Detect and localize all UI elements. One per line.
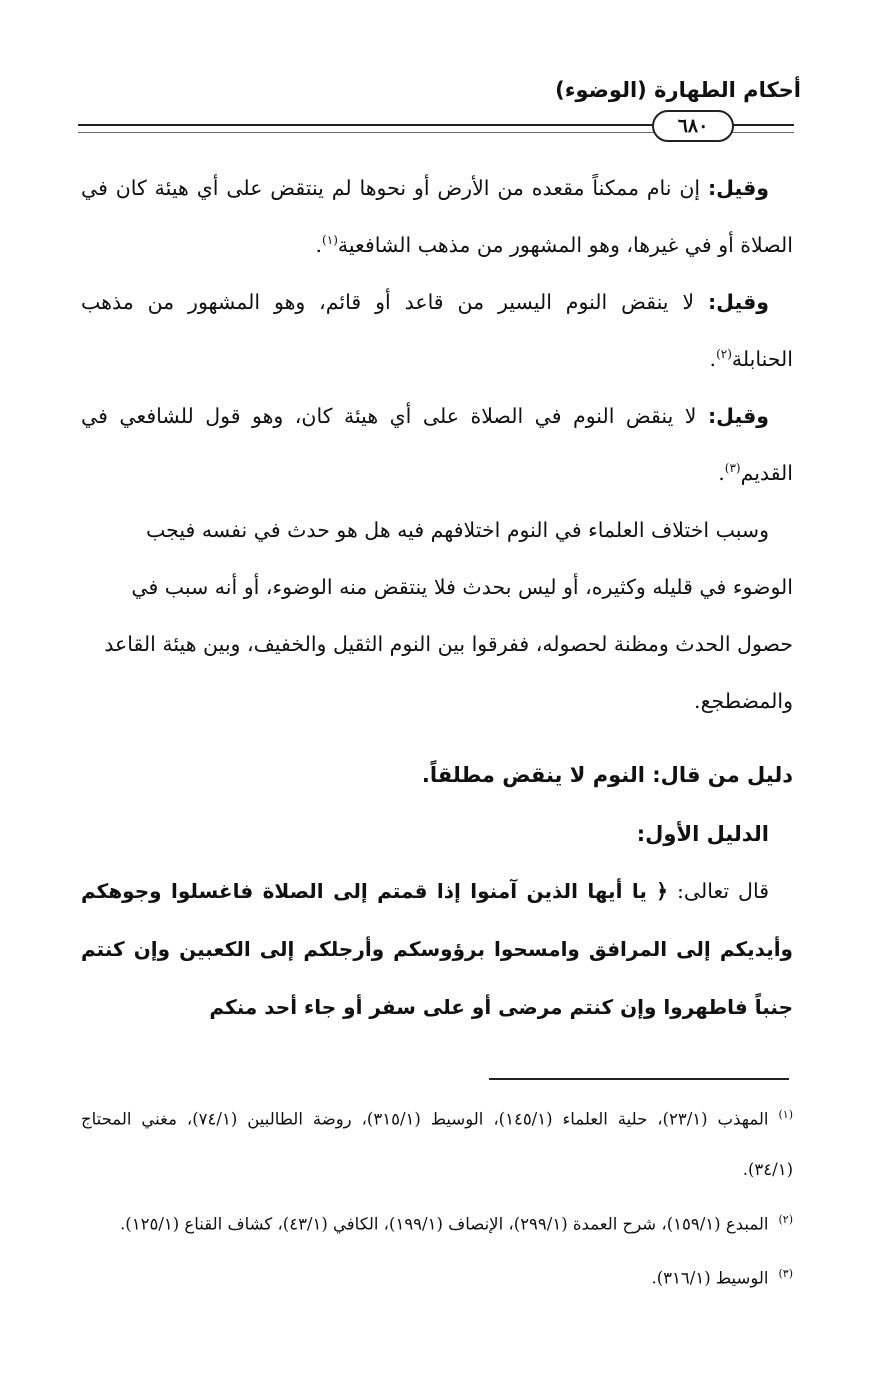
main-text (81, 160, 793, 1036)
paragraph-2: وقيل: لا ينقض النوم اليسير من قاعد أو قائم، وهو المشهور من مذهب الحنابلة$^{(٢)}$. (81, 290, 793, 371)
footnote-number: (٣) (778, 1267, 793, 1280)
evidence-subheading: الدليل الأول: (636, 822, 769, 846)
paragraph-4: وسبب اختلاف العلماء في النوم اختلافهم فيه هل هو حدث في نفسه فيجب الوضوء في قليله وكثيره، أو ليس بحدث فلا ينتقض منه الوضوء، أو أنه سبب في حصول الحدث ومظنة لحصوله، ففرقوا بين النوم الثقيل والخفيف، وبين هيئة القاعد والمضطجع. (104, 518, 793, 713)
paragraph-text: لا ينقض النوم اليسير من قاعد أو قائم، وهو المشهور من مذهب الحنابلة (81, 290, 793, 371)
footnote-3 (81, 1249, 793, 1304)
paragraph-1: وقيل: إن نام ممكناً مقعده من الأرض أو نحوها لم ينتقض على أي هيئة كان في الصلاة أو في غيرها، وهو المشهور من مذهب الشافعية$^{(١)}$. (81, 176, 793, 257)
paragraph-label: وقيل: (707, 404, 769, 428)
verse-paragraph (81, 862, 793, 1036)
footnote-2 (81, 1195, 793, 1250)
paragraph-label: وقيل: (707, 176, 769, 200)
footnotes (81, 1090, 793, 1304)
footnote-1 (81, 1090, 793, 1195)
section-heading: دليل من قال: النوم لا ينقض مطلقاً. (421, 763, 793, 787)
quran-verse: ﴿ يا أيها الذين آمنوا إذا قمتم إلى الصلاة فاغسلوا وجوهكم وأيديكم إلى المرافق وامسحوا برؤوسكم وأرجلكم إلى الكعبين وإن كنتم جنباً فاطهروا وإن كنتم مرضى أو على سفر أو جاء أحد منكم (81, 879, 793, 1019)
running-title: أحكام الطهارة (الوضوء) (555, 78, 801, 102)
footnote-separator (489, 1078, 789, 1080)
footnote-ref: (١) (322, 233, 338, 248)
page-number: ٦٨٠ (652, 110, 734, 142)
verse-intro: قال تعالى: (668, 879, 769, 903)
paragraph-3: وقيل: لا ينقض النوم في الصلاة على أي هيئة كان، وهو قول للشافعي في القديم$^{(٣)}$. (81, 404, 793, 485)
footnote-ref: (٢) (716, 347, 732, 362)
footnote-text: الوسيط (٣١٦/١). (651, 1268, 769, 1288)
footnote-number: (١) (778, 1108, 794, 1121)
footnote-ref: (٣) (724, 461, 741, 476)
paragraph-label: وقيل: (707, 290, 769, 314)
footnote-number: (٢) (778, 1212, 793, 1226)
footnote-text: المبدع (١٥٩/١)، شرح العمدة (٢٩٩/١)، الإنصاف (١٩٩/١)، الكافي (٤٣/١)، كشاف القناع (١٢٥/١). (120, 1214, 769, 1233)
paragraph-text: إن نام ممكناً مقعده من الأرض أو نحوها لم ينتقض على أي هيئة كان في الصلاة أو في غيرها، وهو المشهور من مذهب الشافعية (81, 176, 793, 257)
paragraph-text: لا ينقض النوم في الصلاة على أي هيئة كان، وهو قول للشافعي في القديم (81, 404, 793, 485)
footnote-text: المهذب (٢٣/١)، حلية العلماء (١٤٥/١)، الوسيط (٣١٥/١)، روضة الطالبين (٧٤/١)، مغني المحتاج (٣٤/١). (81, 1109, 793, 1179)
